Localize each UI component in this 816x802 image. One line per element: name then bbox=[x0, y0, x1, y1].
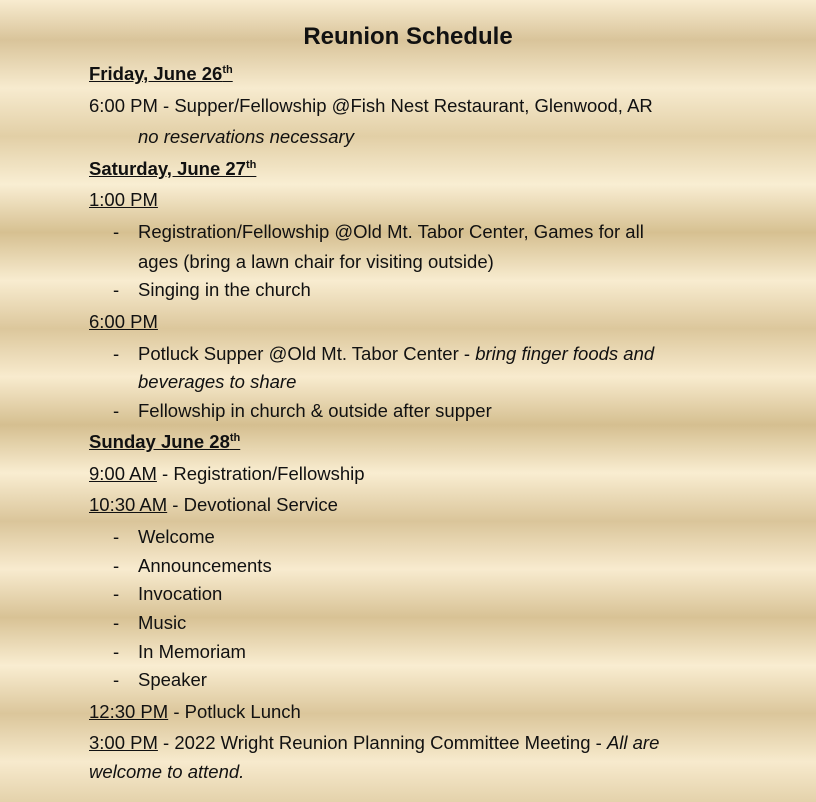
service-item-music: Music bbox=[138, 612, 187, 633]
sunday-devotional-time: 10:30 AM bbox=[89, 494, 168, 515]
saturday-potluck-line-1 bbox=[138, 342, 654, 366]
saturday-heading bbox=[89, 157, 256, 181]
saturday-singing: Singing in the church bbox=[138, 279, 311, 300]
sunday-registration-time: 9:00 AM bbox=[89, 463, 157, 484]
sunday-heading bbox=[89, 430, 240, 454]
list-dash: - bbox=[113, 400, 120, 421]
list-dash: - bbox=[113, 279, 120, 300]
sunday-day-suffix: th bbox=[229, 432, 241, 444]
sunday-devotional-text: - Devotional Service bbox=[167, 494, 338, 515]
list-dash: - bbox=[113, 343, 120, 364]
list-dash: - bbox=[113, 221, 120, 242]
friday-supper bbox=[89, 94, 653, 118]
sunday-devotional bbox=[89, 493, 338, 517]
sunday-lunch bbox=[89, 700, 301, 724]
friday-day-suffix: th bbox=[222, 64, 233, 76]
service-item-welcome: Welcome bbox=[138, 526, 215, 547]
list-dash: - bbox=[113, 583, 120, 604]
saturday-potluck-note: bring finger foods and bbox=[475, 343, 655, 364]
saturday-registration-line-2: ages (bring a lawn chair for visiting outside) bbox=[138, 251, 494, 272]
list-dash: - bbox=[113, 641, 120, 662]
service-item-invocation: Invocation bbox=[138, 583, 223, 604]
saturday-registration-line-1: Registration/Fellowship @Old Mt. Tabor Center, Games for all bbox=[138, 221, 644, 242]
sunday-day: Sunday June 28 bbox=[89, 431, 230, 452]
sunday-registration bbox=[89, 462, 365, 486]
friday-day: Friday, June 26 bbox=[89, 63, 223, 84]
saturday-potluck-line-2: beverages to share bbox=[138, 371, 297, 392]
friday-heading bbox=[89, 62, 233, 86]
sunday-meeting-note-a: All are bbox=[606, 732, 660, 753]
list-dash: - bbox=[113, 555, 120, 576]
service-item-speaker: Speaker bbox=[138, 669, 207, 690]
friday-supper-text: - Supper/Fellowship @Fish Nest Restaurant, Glenwood, AR bbox=[157, 95, 653, 116]
sunday-meeting bbox=[89, 731, 659, 755]
friday-supper-time: 6:00 PM bbox=[89, 95, 158, 116]
list-dash: - bbox=[113, 612, 120, 633]
list-dash: - bbox=[113, 669, 120, 690]
sunday-lunch-text: - Potluck Lunch bbox=[168, 701, 301, 722]
sunday-registration-text: - Registration/Fellowship bbox=[156, 463, 365, 484]
sunday-meeting-note-b: welcome to attend. bbox=[89, 761, 245, 782]
sunday-meeting-text: - 2022 Wright Reunion Planning Committee Meeting - bbox=[157, 732, 607, 753]
saturday-time-2: 6:00 PM bbox=[89, 311, 158, 332]
sunday-lunch-time: 12:30 PM bbox=[89, 701, 169, 722]
saturday-time-1: 1:00 PM bbox=[89, 189, 158, 210]
saturday-day: Saturday, June 27 bbox=[89, 158, 246, 179]
saturday-potluck-text: Potluck Supper @Old Mt. Tabor Center - bbox=[138, 343, 476, 364]
service-item-memoriam: In Memoriam bbox=[138, 641, 246, 662]
saturday-day-suffix: th bbox=[245, 159, 257, 171]
sunday-meeting-time: 3:00 PM bbox=[89, 732, 158, 753]
page-title: Reunion Schedule bbox=[303, 23, 513, 50]
saturday-fellowship: Fellowship in church & outside after supper bbox=[138, 400, 492, 421]
service-item-announcements: Announcements bbox=[138, 555, 272, 576]
friday-note: no reservations necessary bbox=[138, 126, 354, 147]
list-dash: - bbox=[113, 526, 120, 547]
